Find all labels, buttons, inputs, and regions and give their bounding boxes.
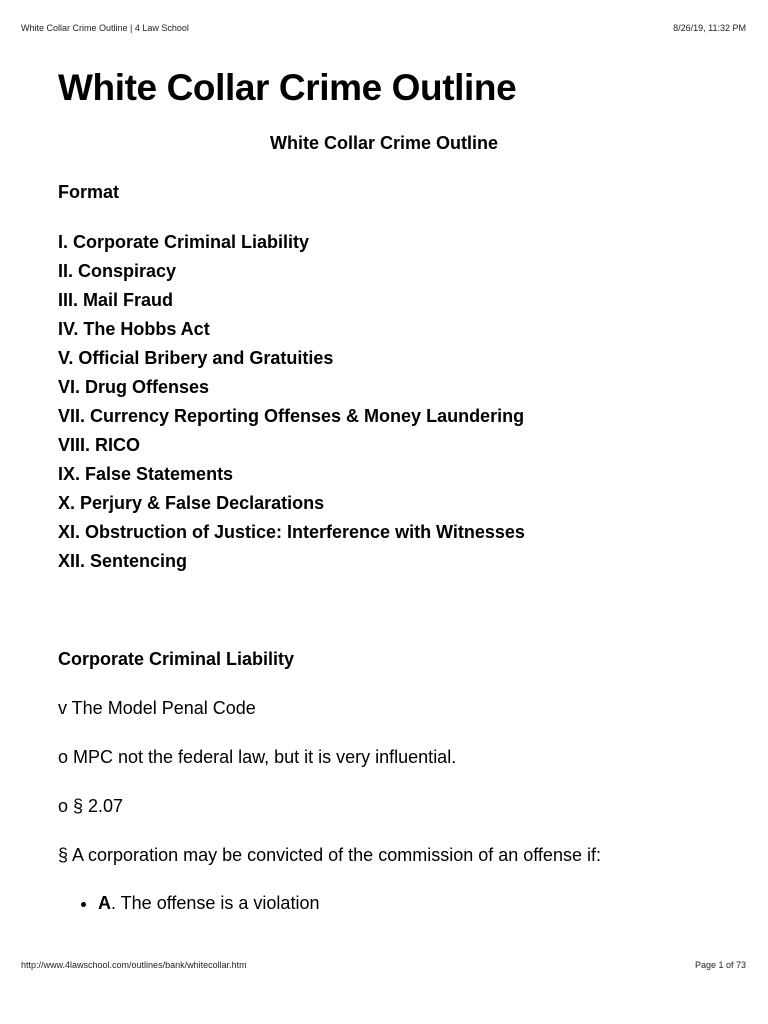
toc-link-obstruction-of-justice[interactable]: XI. Obstruction of Justice: Interference with Witnesses bbox=[58, 522, 525, 542]
toc-item bbox=[58, 373, 718, 402]
paragraph-section-2-07: o § 2.07 bbox=[58, 796, 124, 816]
bullet-list bbox=[58, 891, 718, 915]
toc-item bbox=[58, 547, 718, 576]
bullet-text: . The offense is a violation bbox=[111, 893, 320, 913]
page-content bbox=[58, 64, 718, 915]
toc-item bbox=[58, 460, 718, 489]
page-subtitle: White Collar Crime Outline bbox=[269, 133, 499, 153]
table-of-contents bbox=[58, 228, 718, 576]
bullet-label: A bbox=[98, 893, 111, 913]
section-heading-corporate-liability: Corporate Criminal Liability bbox=[58, 649, 295, 669]
toc-item bbox=[58, 402, 718, 431]
toc-link-corporate-criminal-liability[interactable]: I. Corporate Criminal Liability bbox=[58, 232, 310, 252]
toc-link-hobbs-act[interactable]: IV. The Hobbs Act bbox=[58, 319, 210, 339]
toc-item bbox=[58, 228, 718, 257]
paragraph-model-penal-code: v The Model Penal Code bbox=[58, 698, 256, 718]
toc-link-currency-money-laundering[interactable]: VII. Currency Reporting Offenses & Money Laundering bbox=[58, 406, 525, 426]
paragraph-corporation-convicted: § A corporation may be convicted of the commission of an offense if: bbox=[58, 845, 601, 865]
print-footer-url: http://www.4lawschool.com/outlines/bank/whitecollar.htm bbox=[21, 960, 247, 970]
toc-link-sentencing[interactable]: XII. Sentencing bbox=[58, 551, 188, 571]
toc-item bbox=[58, 315, 718, 344]
toc-link-mail-fraud[interactable]: III. Mail Fraud bbox=[58, 290, 174, 310]
toc-item bbox=[58, 257, 718, 286]
print-footer-page-count: Page 1 of 73 bbox=[694, 960, 746, 970]
toc-item bbox=[58, 431, 718, 460]
page-title: White Collar Crime Outline bbox=[58, 67, 517, 108]
toc-link-perjury[interactable]: X. Perjury & False Declarations bbox=[58, 493, 325, 513]
print-header-title: White Collar Crime Outline | 4 Law School bbox=[21, 23, 189, 33]
format-heading: Format bbox=[58, 182, 120, 202]
print-header-datetime: 8/26/19, 11:32 PM bbox=[673, 23, 746, 33]
paragraph-mpc-influential: o MPC not the federal law, but it is very influential. bbox=[58, 747, 457, 767]
toc-item bbox=[58, 344, 718, 373]
toc-link-rico[interactable]: VIII. RICO bbox=[58, 435, 141, 455]
toc-item bbox=[58, 286, 718, 315]
print-header bbox=[21, 23, 746, 33]
print-footer bbox=[21, 960, 746, 970]
toc-link-false-statements[interactable]: IX. False Statements bbox=[58, 464, 234, 484]
toc-item bbox=[58, 489, 718, 518]
toc-link-drug-offenses[interactable]: VI. Drug Offenses bbox=[58, 377, 210, 397]
toc-item bbox=[58, 518, 718, 547]
list-item bbox=[98, 891, 718, 915]
toc-link-bribery-gratuities[interactable]: V. Official Bribery and Gratuities bbox=[58, 348, 334, 368]
toc-link-conspiracy[interactable]: II. Conspiracy bbox=[58, 261, 177, 281]
